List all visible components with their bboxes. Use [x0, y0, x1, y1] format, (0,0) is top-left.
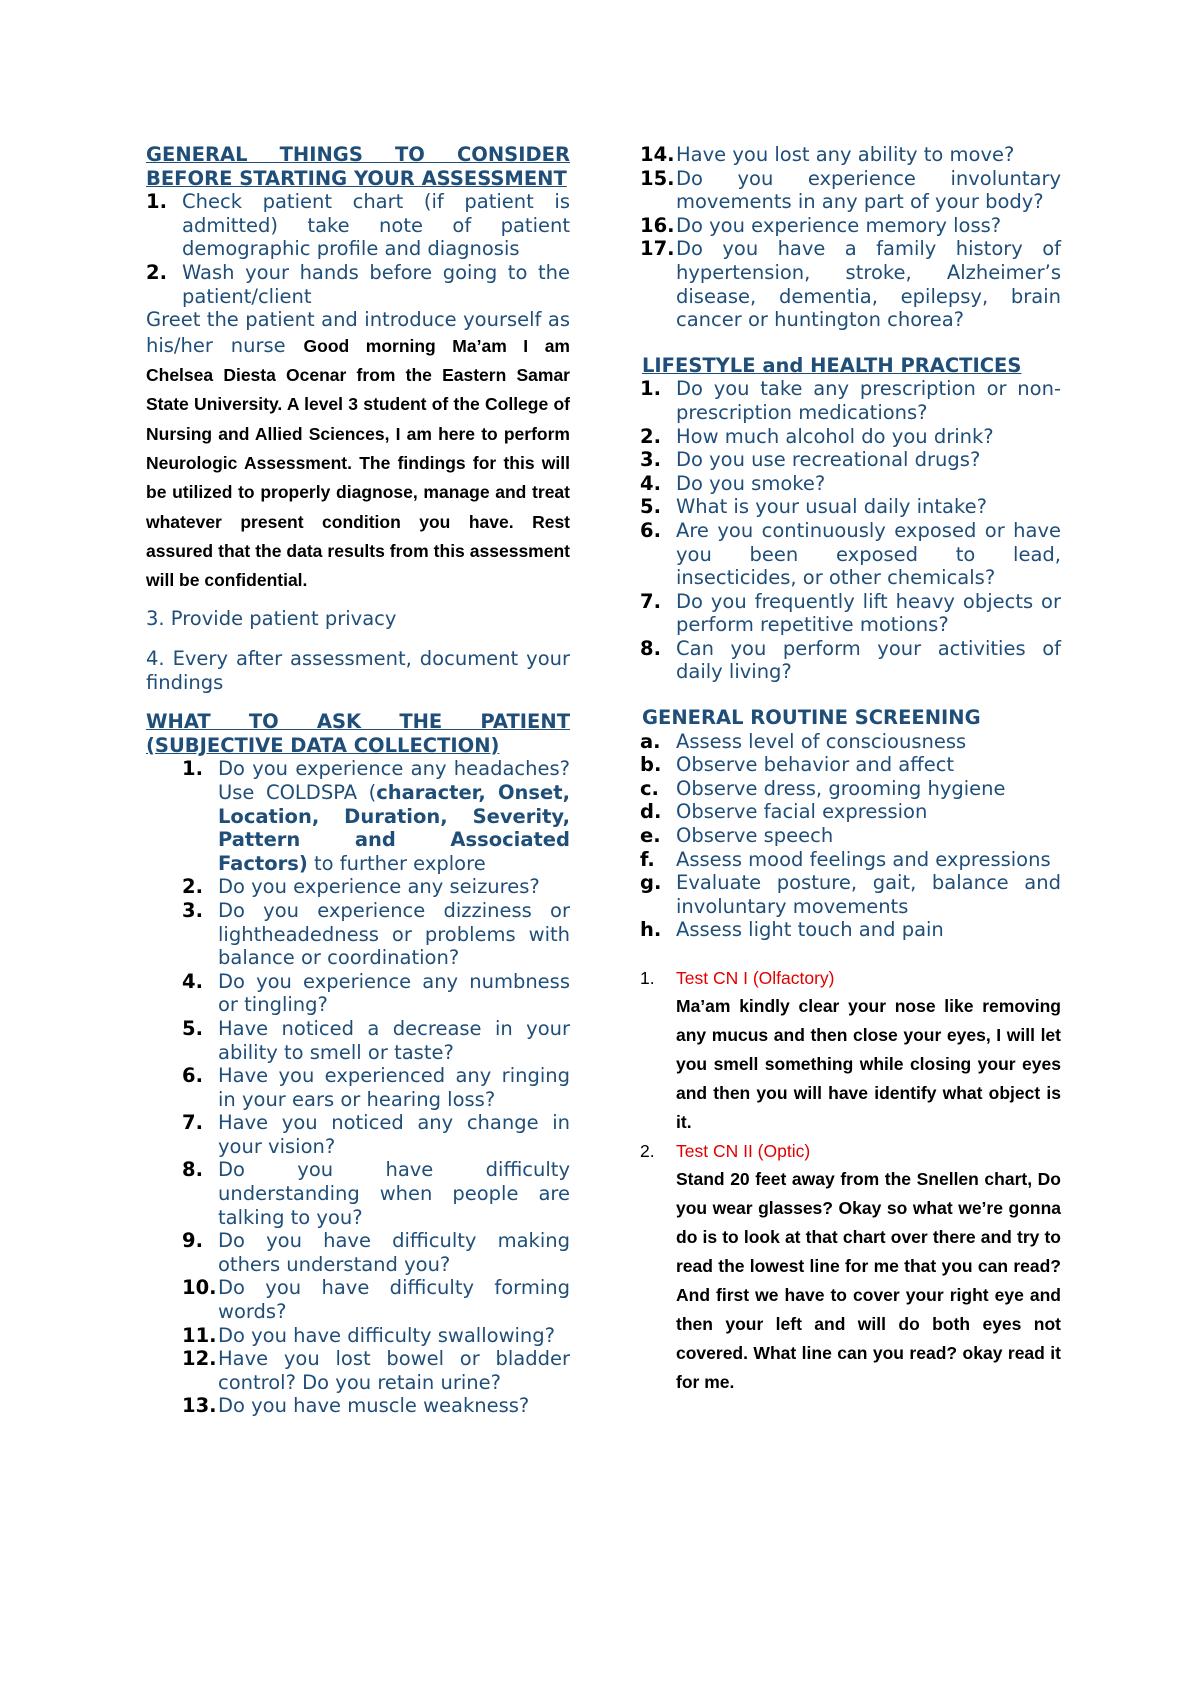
item-text: Wash your hands before going to the patient/client [182, 260, 570, 308]
item-text: Assess mood feelings and expressions [676, 847, 1051, 871]
item-number: 12. [182, 1347, 217, 1371]
item-number: 10. [182, 1276, 217, 1300]
test-title: Test CN I (Olfactory) [676, 968, 835, 988]
item-text: Do you use recreational drugs? [676, 448, 981, 472]
item-text: Do you experience any numbness or tingling? [218, 969, 570, 1017]
item-number: 2. [182, 875, 203, 899]
heading-routine-screening: GENERAL ROUTINE SCREENING [642, 706, 981, 730]
list-item [182, 1229, 570, 1276]
list-item [146, 190, 570, 261]
item-text: Have noticed a decrease in your ability to smell or taste? [218, 1016, 570, 1064]
list-item [182, 1158, 570, 1229]
item-text: Have you lost any ability to move? [676, 143, 1015, 166]
item-number: 16. [640, 213, 675, 237]
question-list [182, 757, 570, 875]
item-number: 2. [640, 1141, 655, 1161]
list-item [182, 1064, 570, 1111]
list-item [640, 871, 1061, 918]
item-number: 4. [640, 471, 661, 495]
list-item [182, 1324, 570, 1348]
left-column [146, 143, 570, 1418]
item-number: 6. [640, 518, 661, 542]
list-item [182, 875, 570, 899]
q1-text: Do you experience any headaches? Use COLDSPA ( [218, 757, 570, 804]
list-item [182, 1347, 570, 1394]
item-text: Observe speech [676, 824, 834, 848]
item-text: Are you continuously exposed or have you been exposed to lead, insecticides, or other chemicals? [676, 518, 1061, 590]
list-item [640, 637, 1061, 684]
item-number: g. [640, 871, 662, 895]
item-number: 1. [640, 968, 655, 988]
item-number: 2. [146, 260, 167, 284]
item-text: Do you frequently lift heavy objects or perform repetitive motions? [676, 589, 1061, 637]
item-number: a. [640, 729, 661, 753]
list-item [640, 495, 1061, 519]
test-title: Test CN II (Optic) [676, 1141, 811, 1161]
item-number: c. [640, 776, 659, 800]
item-text: Observe dress, grooming hygiene [676, 776, 1006, 800]
list-item [182, 1276, 570, 1323]
heading-what-to-ask: WHAT TO ASK THE PATIENT (SUBJECTIVE DATA COLLECTION) [146, 710, 570, 757]
screening-list [640, 729, 1061, 942]
list-item [640, 519, 1061, 590]
item-number: 15. [640, 166, 675, 190]
item-number: 4. [182, 969, 203, 993]
list-item [640, 964, 1061, 1137]
item-number: 6. [182, 1064, 203, 1088]
list-item [640, 753, 1061, 777]
item-number: 7. [182, 1111, 203, 1135]
item-number: 8. [182, 1158, 203, 1182]
list-item [182, 1394, 570, 1418]
item-text: Do you have difficulty making others understand you? [218, 1229, 570, 1276]
item-number: 1. [640, 377, 661, 401]
item-number: 1. [146, 190, 167, 214]
list-item [640, 590, 1061, 637]
list-item [146, 261, 570, 308]
q1-bold: character, Onset, Location, Duration, Severity, Pattern and Associated Factors) [218, 780, 570, 875]
list-item [640, 777, 1061, 801]
item-number: 9. [182, 1229, 203, 1253]
lifestyle-list [640, 377, 1061, 684]
item-number: 17. [640, 237, 675, 261]
item-number: e. [640, 824, 661, 848]
item-number: 8. [640, 636, 661, 660]
list-item [640, 918, 1061, 942]
list-item [182, 1017, 570, 1064]
consider-list [146, 190, 570, 308]
heading-lifestyle: LIFESTYLE and HEALTH PRACTICES [642, 353, 1022, 377]
item-text: Do you have difficulty forming words? [218, 1276, 570, 1324]
item-text: What is your usual daily intake? [676, 495, 987, 519]
item-text: Observe behavior and affect [676, 753, 955, 777]
list-item [640, 472, 1061, 496]
item-text: Assess light touch and pain [676, 918, 944, 942]
item-text: Do you have a family history of hypertension, stroke, Alzheimer’s disease, dementia, epilepsy, brain cancer or huntington chorea? [676, 237, 1061, 332]
list-item [640, 800, 1061, 824]
item-number: d. [640, 800, 662, 824]
item-text: Ma’am kindly clear your nose like removing any mucus and then close your eyes, I will let you smell something while closing your eyes and then you will have identify what object is it. [676, 996, 1061, 1132]
item-text: Do you have difficulty understanding when people are talking to you? [218, 1158, 570, 1229]
heading-general-things: GENERAL THINGS TO CONSIDER BEFORE STARTING YOUR ASSESSMENT [146, 143, 570, 190]
list-item [182, 757, 570, 875]
list-item [640, 425, 1061, 449]
list-item [640, 730, 1061, 754]
item-text: Assess level of consciousness [676, 729, 967, 753]
list-item [182, 899, 570, 970]
item-text: Have you lost bowel or bladder control? Do you retain urine? [218, 1347, 570, 1394]
item-text: Do you smoke? [676, 471, 826, 495]
q1-tail: to further explore [307, 851, 486, 875]
greet-script: Good morning Ma’am I am Chelsea Diesta Ocenar from the Eastern Samar State University. A level 3 student of the College of Nursing and Allied Sciences, I am here to perform Neurologic Assessment. The findings for this will be utilized to properly diagnose, manage and treat whatever present condition you have. Rest assured that the data results from this assessment will be confidential. [146, 335, 570, 591]
item-number: 3. [182, 898, 203, 922]
step-3: 3. Provide patient privacy [146, 607, 397, 631]
list-item [640, 237, 1061, 331]
list-item [640, 1137, 1061, 1397]
item-number: 11. [182, 1323, 217, 1347]
list-item [182, 1111, 570, 1158]
greet-lead: Greet the patient and introduce yourself as his/her nurse [146, 308, 570, 357]
question-list-rest [182, 875, 570, 1418]
item-text: Evaluate posture, gait, balance and involuntary movements [676, 871, 1061, 918]
item-text: Do you have difficulty swallowing? [218, 1323, 556, 1347]
list-item [640, 377, 1061, 424]
greet-paragraph [146, 308, 570, 595]
item-text: Do you experience memory loss? [676, 213, 1002, 237]
item-text: Do you experience dizziness or lightheadedness or problems with balance or coordination? [218, 898, 570, 970]
cranial-nerve-tests [640, 964, 1061, 1397]
item-number: 14. [640, 143, 675, 166]
item-text: Check patient chart (if patient is admitted) take note of patient demographic profile and diagnosis [182, 190, 570, 261]
item-number: h. [640, 918, 662, 942]
item-number: 1. [182, 757, 203, 781]
item-text: How much alcohol do you drink? [676, 424, 994, 448]
item-number: 2. [640, 424, 661, 448]
question-list-continued [640, 143, 1061, 332]
item-number: 13. [182, 1394, 217, 1418]
item-number: 3. [640, 448, 661, 472]
item-text: Do you experience any seizures? [218, 875, 540, 899]
item-number: b. [640, 753, 662, 777]
item-number: 5. [640, 495, 661, 519]
item-text: Do you experience involuntary movements in any part of your body? [676, 166, 1061, 214]
item-number: f. [640, 847, 655, 871]
step-4: 4. Every after assessment, document your findings [146, 647, 570, 694]
item-text: Have you experienced any ringing in your ears or hearing loss? [218, 1064, 570, 1111]
item-number: 7. [640, 589, 661, 613]
list-item [640, 848, 1061, 872]
list-item [640, 143, 1061, 167]
item-text: Do you have muscle weakness? [218, 1394, 530, 1418]
list-item [640, 167, 1061, 214]
item-number: 5. [182, 1016, 203, 1040]
item-text: Observe facial expression [676, 800, 928, 824]
list-item [640, 448, 1061, 472]
item-text: Have you noticed any change in your vision? [218, 1111, 570, 1158]
list-item [640, 824, 1061, 848]
right-column [640, 143, 1061, 1397]
item-text: Do you take any prescription or non-prescription medications? [676, 377, 1061, 424]
list-item [640, 214, 1061, 238]
item-text: Stand 20 feet away from the Snellen chart, Do you wear glasses? Okay so what we’re gonna do is to look at that chart over there and try to read the lowest line for me that you can read? And first we have to cover your right eye and then your left and will do both eyes not covered. What line can you read? okay read it for me. [676, 1169, 1061, 1392]
list-item [182, 970, 570, 1017]
item-text: Can you perform your activities of daily living? [676, 636, 1061, 684]
